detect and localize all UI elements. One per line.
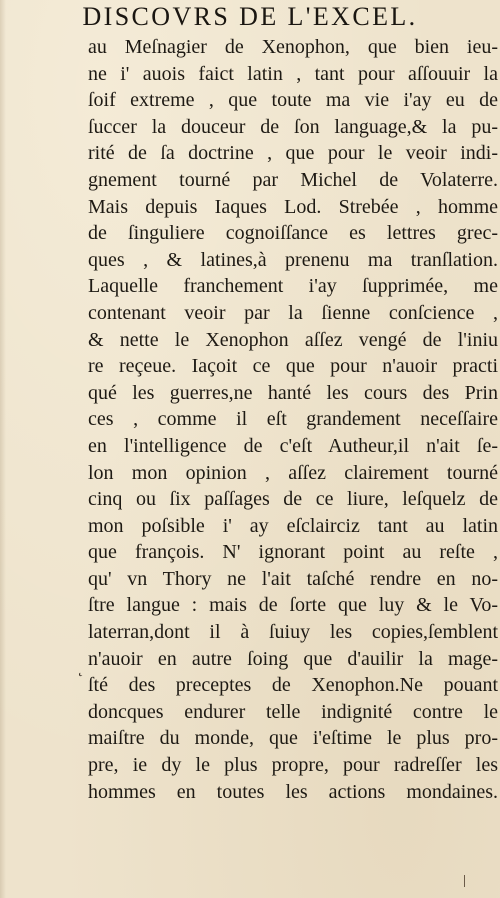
text-line: cinq ou ſix paſſages de ce liure, leſquelz de bbox=[88, 488, 498, 511]
text-line: & nette le Xenophon aſſez vengé de l'iniu bbox=[88, 328, 498, 351]
text-line: rité de ſa doctrine , que pour le veoir indi- bbox=[88, 142, 498, 165]
text-line: qué les guerres,ne hanté les cours des Prin bbox=[88, 381, 498, 404]
text-line: ſtre langue : mais de ſorte que luy & le Vo- bbox=[88, 594, 498, 617]
text-line: ſoif extreme , que toute ma vie i'ay eu de bbox=[88, 89, 498, 112]
text-line: laterran,dont il à ſuiuy les copies,ſemblent bbox=[88, 621, 498, 644]
running-head-title: DISCOVRS DE L'EXCEL. bbox=[82, 2, 418, 31]
text-line: que françois. N' ignorant point au reſte , bbox=[88, 541, 498, 564]
text-line: Mais depuis Iaques Lod. Strebée , homme bbox=[88, 195, 498, 218]
text-line: pre, ie dy le plus propre, pour radreſſer les bbox=[88, 754, 498, 777]
text-line: ne i' auois faict latin , tant pour aſſouuir la bbox=[88, 62, 498, 85]
bottom-edge-mark bbox=[464, 875, 465, 887]
text-line: mon poſsible i' ay eſclairciz tant au latin bbox=[88, 514, 498, 537]
text-line: lon mon opinion , aſſez clairement tourné bbox=[88, 461, 498, 484]
text-line: en l'intelligence de c'eſt Autheur,il n'ait ſe- bbox=[88, 434, 498, 457]
text-line: au Meſnagier de Xenophon, que bien ieu- bbox=[88, 36, 498, 58]
text-line: n'auoir en autre ſoing que d'auilir la mage- bbox=[88, 647, 498, 670]
text-line: de ſinguliere cognoiſſance es lettres grec- bbox=[88, 222, 498, 245]
page-gutter-shadow bbox=[0, 0, 6, 898]
text-line: contenant veoir par la ſienne conſcience , bbox=[88, 301, 498, 324]
text-line: maiſtre du monde, que i'eſtime le plus pro- bbox=[88, 727, 498, 750]
text-line: ſuccer la douceur de ſon language,& la pu- bbox=[88, 115, 498, 138]
text-line: hommes en toutes les actions mondaines. bbox=[88, 780, 498, 803]
text-line: Laquelle franchement i'ay ſupprimée, me bbox=[88, 275, 498, 298]
text-line: ques , & latines,à prenenu ma tranſlation. bbox=[88, 248, 498, 271]
text-line: doncques endurer telle indignité contre le bbox=[88, 700, 498, 723]
text-line: ces , comme il eſt grandement neceſſaire bbox=[88, 408, 498, 431]
text-line: ſté des preceptes de Xenophon.Ne pouant bbox=[88, 674, 498, 697]
marginal-mark: ˛ bbox=[78, 660, 84, 677]
text-line: qu' vn Thory ne l'ait taſché rendre en no- bbox=[88, 567, 498, 590]
body-text-block bbox=[88, 34, 498, 805]
text-line: re reçeue. Iaçoit ce que pour n'auoir practi bbox=[88, 355, 498, 378]
text-line: gnement tourné par Michel de Volaterre. bbox=[88, 168, 498, 191]
